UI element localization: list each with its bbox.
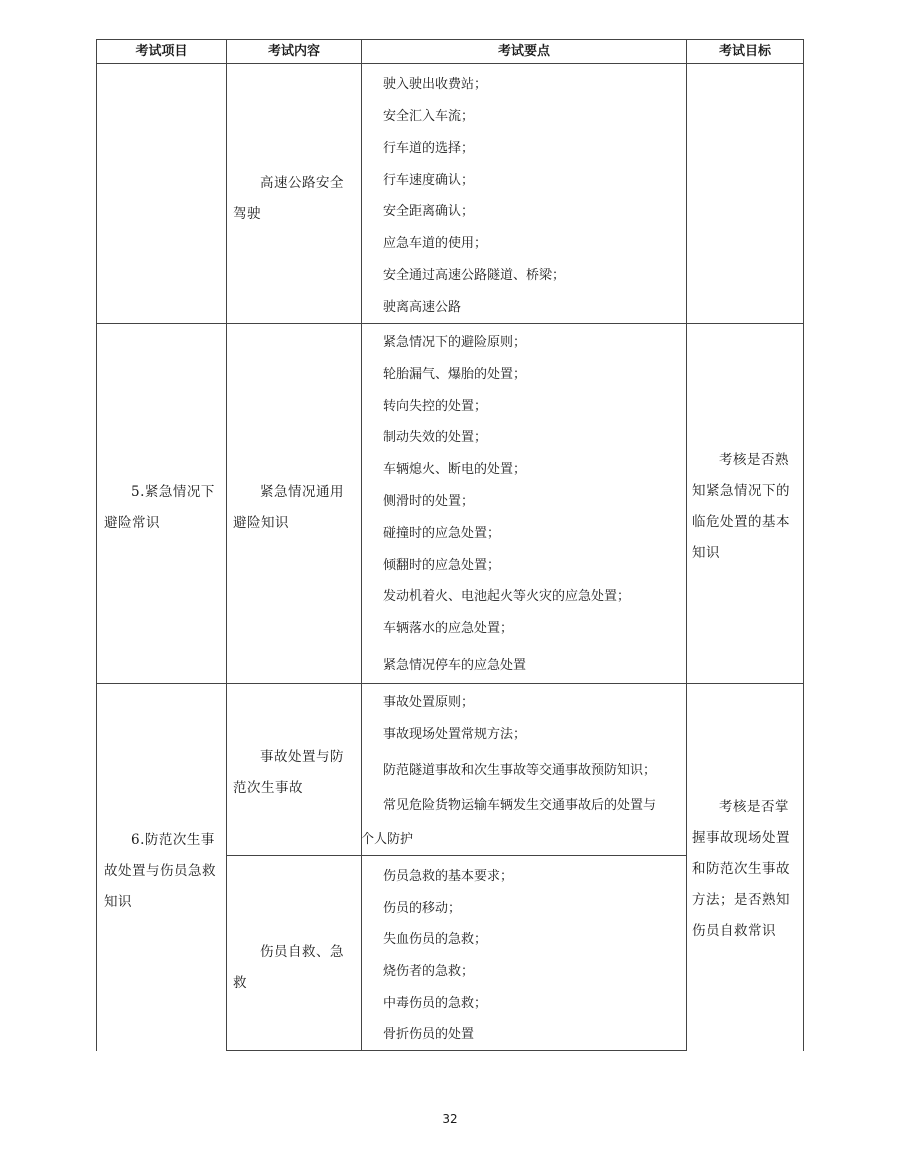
emergency-point: 转向失控的处置； (383, 399, 488, 414)
highway-point: 安全距离确认； (383, 204, 475, 219)
accident-goal-cell: 考核是否掌握事故现场处置和防范次生事故方法；是否熟知伤员自救常识 (692, 799, 790, 939)
highway-point: 安全汇入车流； (383, 109, 475, 124)
accident-sub1-content-cell: 事故处置与防范次生事故 (233, 749, 344, 796)
emergency-point: 碰撞时的应急处置； (383, 526, 501, 541)
firstaid-point: 伤员的移动； (383, 901, 462, 916)
accident-sub2-content-cell: 伤员自救、急救 (233, 944, 344, 991)
emergency-point: 紧急情况下的避险原则； (383, 335, 527, 350)
accident-point: 防范隧道事故和次生事故等交通事故预防知识； (383, 763, 657, 778)
highway-point: 安全通过高速公路隧道、桥梁； (383, 268, 566, 283)
firstaid-point: 烧伤者的急救； (383, 964, 475, 979)
firstaid-point: 中毒伤员的急救； (383, 996, 488, 1011)
emergency-point: 发动机着火、电池起火等火灾的应急处置； (383, 589, 631, 604)
highway-point: 应急车道的使用； (383, 236, 488, 251)
emergency-point: 侧滑时的处置； (383, 494, 475, 509)
emergency-point: 紧急情况停车的应急处置 (383, 658, 527, 673)
accident-point: 个人防护 (361, 832, 414, 847)
header-exam-content: 考试内容 (267, 44, 320, 59)
accident-point: 事故处置原则； (383, 695, 475, 710)
emergency-goal-cell: 考核是否熟知紧急情况下的临危处置的基本知识 (692, 452, 790, 561)
highway-point: 驶入驶出收费站； (383, 77, 488, 92)
highway-content-cell: 高速公路安全驾驶 (233, 175, 344, 222)
emergency-point: 制动失效的处置； (383, 430, 488, 445)
emergency-point: 轮胎漏气、爆胎的处置； (383, 367, 527, 382)
highway-point: 驶离高速公路 (383, 300, 462, 315)
accident-point: 事故现场处置常规方法； (383, 727, 527, 742)
header-exam-points: 考试要点 (497, 44, 550, 59)
emergency-point: 倾翻时的应急处置； (383, 558, 501, 573)
emergency-content-cell: 紧急情况通用避险知识 (233, 484, 344, 531)
firstaid-point: 伤员急救的基本要求； (383, 869, 514, 884)
highway-point: 行车速度确认； (383, 173, 475, 188)
highway-point: 行车道的选择； (383, 141, 475, 156)
firstaid-point: 失血伤员的急救； (383, 932, 488, 947)
emergency-point: 车辆熄火、断电的处置； (383, 462, 527, 477)
header-exam-item: 考试项目 (135, 44, 188, 59)
accident-point: 常见危险货物运输车辆发生交通事故后的处置与 (383, 798, 657, 813)
emergency-point: 车辆落水的应急处置； (383, 621, 514, 636)
header-exam-goal: 考试目标 (718, 44, 771, 59)
page-number: 32 (442, 1112, 458, 1126)
firstaid-point: 骨折伤员的处置 (383, 1027, 475, 1042)
accident-item-cell: 6.防范次生事故处置与伤员急救知识 (104, 832, 216, 910)
emergency-item-cell: 5.紧急情况下避险常识 (104, 484, 215, 531)
